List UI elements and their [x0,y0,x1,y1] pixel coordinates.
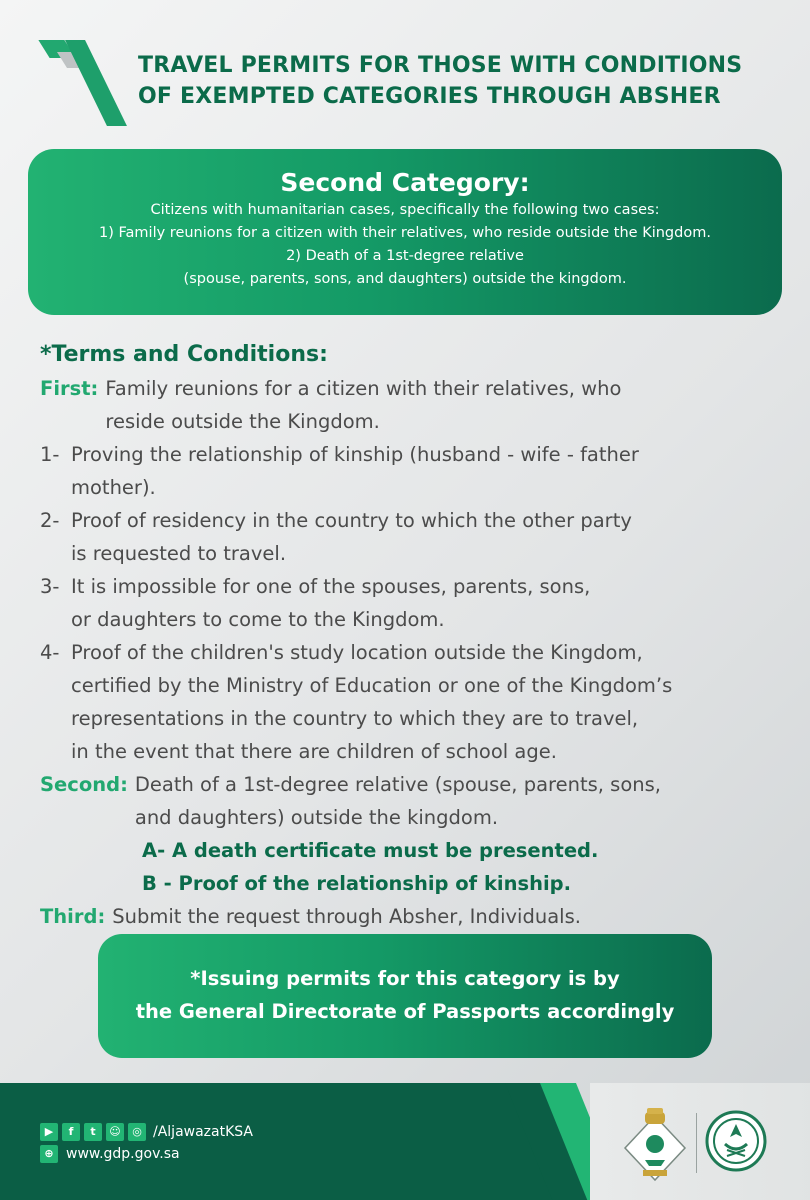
category-line: 1) Family reunions for a citizen with their relatives, who reside outside the Kingdom. [99,225,711,241]
second-text-line: Death of a 1st-degree relative (spouse, parents, sons, [134,773,661,796]
title-accent-slash [65,40,127,126]
third-text-line: Submit the request through Absher, Individuals. [112,905,581,928]
category-box [28,149,782,315]
item-text-line: is requested to travel. [71,542,287,565]
footer-background [0,1083,560,1200]
item-text-line: representations in the country to which they are to travel, [71,707,639,730]
website-link [40,1145,180,1163]
item-text-line: It is impossible for one of the spouses, parents, sons, [71,575,591,598]
page-title-line: TRAVEL PERMITS FOR THOSE WITH CONDITIONS [138,53,743,78]
social-handle[interactable]: /AljawazatKSA [153,1124,254,1140]
condition-item [40,570,790,636]
item-text [71,570,590,636]
category-line: Citizens with humanitarian cases, specifically the following two cases: [150,202,660,218]
second-text [135,768,661,834]
page-title [138,50,788,112]
category-title: Second Category: [280,168,530,197]
instagram-icon[interactable]: ◎ [128,1123,146,1141]
condition-item [40,636,790,768]
notice-line: the General Directorate of Passports accordingly [135,1000,675,1023]
item-text [71,636,672,768]
second-text-line: and daughters) outside the kingdom. [134,806,499,829]
item-text-line: or daughters to come to the Kingdom. [71,608,445,631]
first-text-line: Family reunions for a citizen with their relatives, who [105,377,622,400]
item-text-line: Proof of the children's study location outside the Kingdom, [71,641,643,664]
third-label: Third: [40,905,106,928]
first-text [105,372,621,438]
social-links [40,1123,253,1141]
item-number: 2- [40,509,60,532]
category-line: (spouse, parents, sons, and daughters) outside the kingdom. [183,271,627,287]
facebook-icon[interactable]: f [62,1123,80,1141]
item-text [71,504,632,570]
item-text-line: Proving the relationship of kinship (husband - wife - father [71,443,639,466]
notice-box [98,934,712,1058]
second-sub-item: A- A death certificate must be presented. [142,839,599,862]
youtube-icon[interactable]: ▶ [40,1123,58,1141]
item-text-line: mother). [71,476,156,499]
item-text-line: Proof of residency in the country to which the other party [71,509,632,532]
notice-line: *Issuing permits for this category is by [190,967,620,990]
category-line: 2) Death of a 1st-degree relative [286,248,524,264]
page-title-line: OF EXEMPTED CATEGORIES THROUGH ABSHER [138,84,721,109]
passports-logo [623,1106,687,1186]
twitter-icon[interactable]: t [84,1123,102,1141]
condition-item [40,504,790,570]
terms-section [40,338,790,933]
item-number: 3- [40,575,60,598]
snapchat-icon[interactable]: ☺ [106,1123,124,1141]
third-text [112,900,581,933]
ministry-logo [705,1110,767,1172]
item-number: 4- [40,641,60,664]
second-sub-item: B - Proof of the relationship of kinship. [142,872,572,895]
terms-heading: *Terms and Conditions: [40,342,328,367]
second-condition [40,768,790,834]
item-text-line: certified by the Ministry of Education or one of the Kingdom’s [71,674,673,697]
second-label: Second: [40,773,128,796]
third-condition [40,900,790,933]
condition-item [40,438,790,504]
logo-divider [696,1113,697,1173]
first-condition [40,372,790,438]
footer [0,1083,810,1200]
globe-icon: ⊕ [40,1145,58,1163]
first-text-line: reside outside the Kingdom. [105,410,380,433]
item-text-line: in the event that there are children of school age. [71,740,557,763]
item-number: 1- [40,443,60,466]
website-url[interactable]: www.gdp.gov.sa [66,1146,180,1162]
first-label: First: [40,377,99,400]
item-text [71,438,639,504]
